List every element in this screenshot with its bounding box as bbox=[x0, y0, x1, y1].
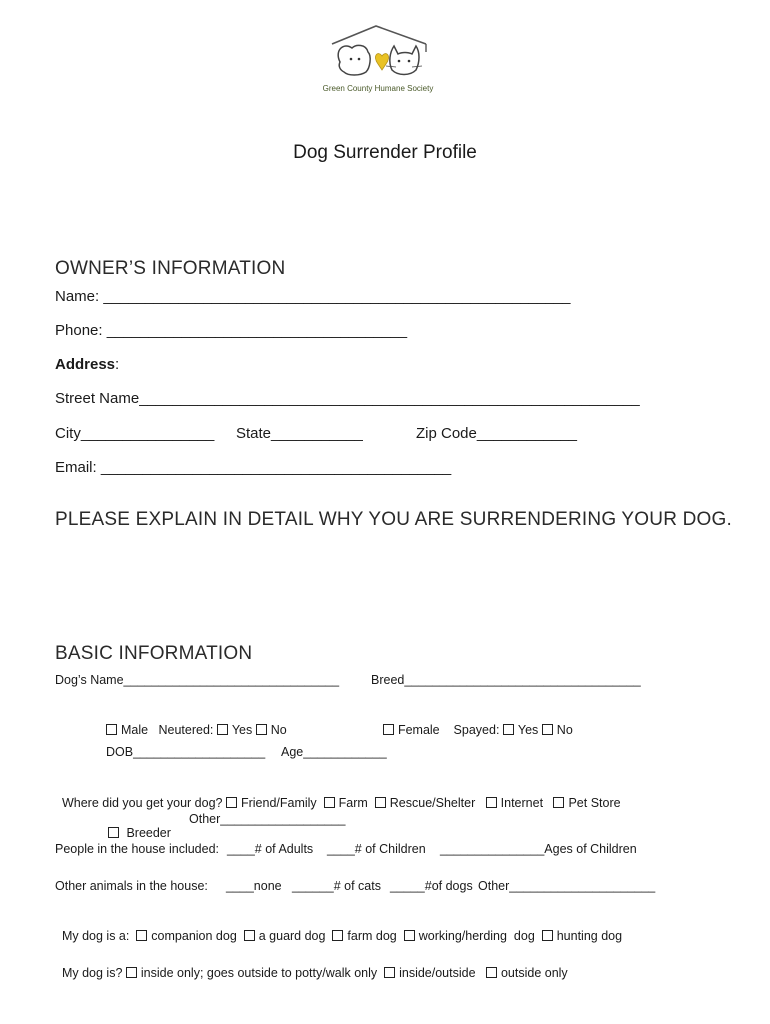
where-option: Internet bbox=[500, 796, 544, 810]
dog-location-checkbox[interactable] bbox=[384, 967, 395, 978]
dog-type-checkbox[interactable] bbox=[332, 930, 343, 941]
dog-type-checkbox[interactable] bbox=[542, 930, 553, 941]
page-title: Dog Surrender Profile bbox=[293, 142, 477, 163]
spayed-label: Spayed: bbox=[453, 723, 500, 737]
dog-type-option: companion dog bbox=[151, 929, 237, 943]
neutered-no-checkbox[interactable] bbox=[256, 724, 267, 735]
where-option: Farm bbox=[338, 796, 368, 810]
dog-location-option: outside only bbox=[500, 966, 568, 980]
logo-caption: Green County Humane Society bbox=[322, 84, 434, 93]
spayed-yes-label: Yes bbox=[517, 723, 539, 737]
street-field[interactable]: Street Name____________________________________________________________ bbox=[55, 390, 640, 407]
dog-location-label: My dog is? bbox=[61, 966, 123, 980]
dog-location-option: inside only; goes outside to potty/walk only bbox=[140, 966, 378, 980]
breed-field[interactable]: Breed__________________________________ bbox=[371, 673, 641, 687]
where-option: Friend/Family bbox=[240, 796, 317, 810]
spayed-yes-checkbox[interactable] bbox=[503, 724, 514, 735]
dog-location-row bbox=[55, 952, 568, 980]
dog-name-field[interactable]: Dog’s Name_______________________________ bbox=[55, 673, 340, 687]
cats-field[interactable]: ______# of cats bbox=[292, 879, 381, 893]
where-checkbox[interactable] bbox=[486, 797, 497, 808]
where-row bbox=[55, 782, 621, 810]
breeder-label: Breeder bbox=[126, 826, 171, 840]
male-row bbox=[99, 709, 287, 737]
animals-other-field[interactable]: Other_____________________ bbox=[478, 879, 656, 893]
owner-phone-field[interactable]: Phone: ____________________________________ bbox=[55, 322, 408, 339]
where-label: Where did you get your dog? bbox=[61, 796, 223, 810]
adults-field[interactable]: ____# of Adults bbox=[227, 842, 314, 856]
where-checkbox[interactable] bbox=[375, 797, 386, 808]
owner-name-field[interactable]: Name: ________________________________________________________ bbox=[55, 288, 571, 305]
dog-type-label: My dog is a: bbox=[61, 929, 130, 943]
male-checkbox[interactable] bbox=[106, 724, 117, 735]
address-colon: : bbox=[115, 356, 120, 373]
neutered-label: Neutered: bbox=[158, 723, 214, 737]
state-field[interactable]: State___________ bbox=[236, 425, 363, 442]
male-label: Male bbox=[120, 723, 149, 737]
dog-location-checkbox[interactable] bbox=[126, 967, 137, 978]
dogs-field[interactable]: _____#of dogs bbox=[390, 879, 473, 893]
where-option: Rescue/Shelter bbox=[389, 796, 476, 810]
spayed-no-label: No bbox=[556, 723, 573, 737]
dog-type-option: hunting dog bbox=[556, 929, 623, 943]
children-ages-field[interactable]: _______________Ages of Children bbox=[440, 842, 637, 856]
owner-heading: OWNER’S INFORMATION bbox=[55, 258, 286, 279]
email-field[interactable]: Email: __________________________________________ bbox=[55, 459, 452, 476]
city-field[interactable]: City________________ bbox=[55, 425, 215, 442]
dog-location-option: inside/outside bbox=[399, 966, 476, 980]
spayed-no-checkbox[interactable] bbox=[542, 724, 553, 735]
where-option: Pet Store bbox=[568, 796, 621, 810]
female-row bbox=[376, 709, 573, 737]
dog-type-option: a guard dog bbox=[258, 929, 326, 943]
dog-location-checkbox[interactable] bbox=[486, 967, 497, 978]
neutered-yes-checkbox[interactable] bbox=[217, 724, 228, 735]
animals-label: Other animals in the house: bbox=[55, 879, 208, 893]
dob-field[interactable]: DOB___________________ bbox=[106, 745, 266, 759]
where-other-field[interactable]: Other__________________ bbox=[189, 812, 346, 826]
zip-field[interactable]: Zip Code____________ bbox=[416, 425, 577, 442]
dog-type-checkbox[interactable] bbox=[244, 930, 255, 941]
dog-type-option: farm dog bbox=[347, 929, 397, 943]
breeder-checkbox[interactable] bbox=[108, 827, 119, 838]
basic-heading: BASIC INFORMATION bbox=[55, 643, 253, 664]
dog-type-option: working/herding dog bbox=[418, 929, 535, 943]
animals-none-field[interactable]: ____none bbox=[226, 879, 282, 893]
where-checkbox[interactable] bbox=[553, 797, 564, 808]
neutered-yes-label: Yes bbox=[231, 723, 253, 737]
where-checkbox[interactable] bbox=[226, 797, 237, 808]
age-field[interactable]: Age____________ bbox=[281, 745, 387, 759]
people-label: People in the house included: bbox=[55, 842, 220, 856]
female-checkbox[interactable] bbox=[383, 724, 394, 735]
where-checkbox[interactable] bbox=[324, 797, 335, 808]
children-field[interactable]: ____# of Children bbox=[327, 842, 426, 856]
address-label-text: Address bbox=[55, 356, 116, 373]
explain-heading: PLEASE EXPLAIN IN DETAIL WHY YOU ARE SURRENDERING YOUR DOG. bbox=[55, 509, 732, 530]
female-label: Female bbox=[397, 723, 440, 737]
dog-type-checkbox[interactable] bbox=[404, 930, 415, 941]
dog-type-row bbox=[55, 915, 622, 943]
address-label bbox=[55, 356, 119, 373]
breeder-row bbox=[101, 812, 171, 840]
neutered-no-label: No bbox=[270, 723, 287, 737]
dog-type-checkbox[interactable] bbox=[136, 930, 147, 941]
